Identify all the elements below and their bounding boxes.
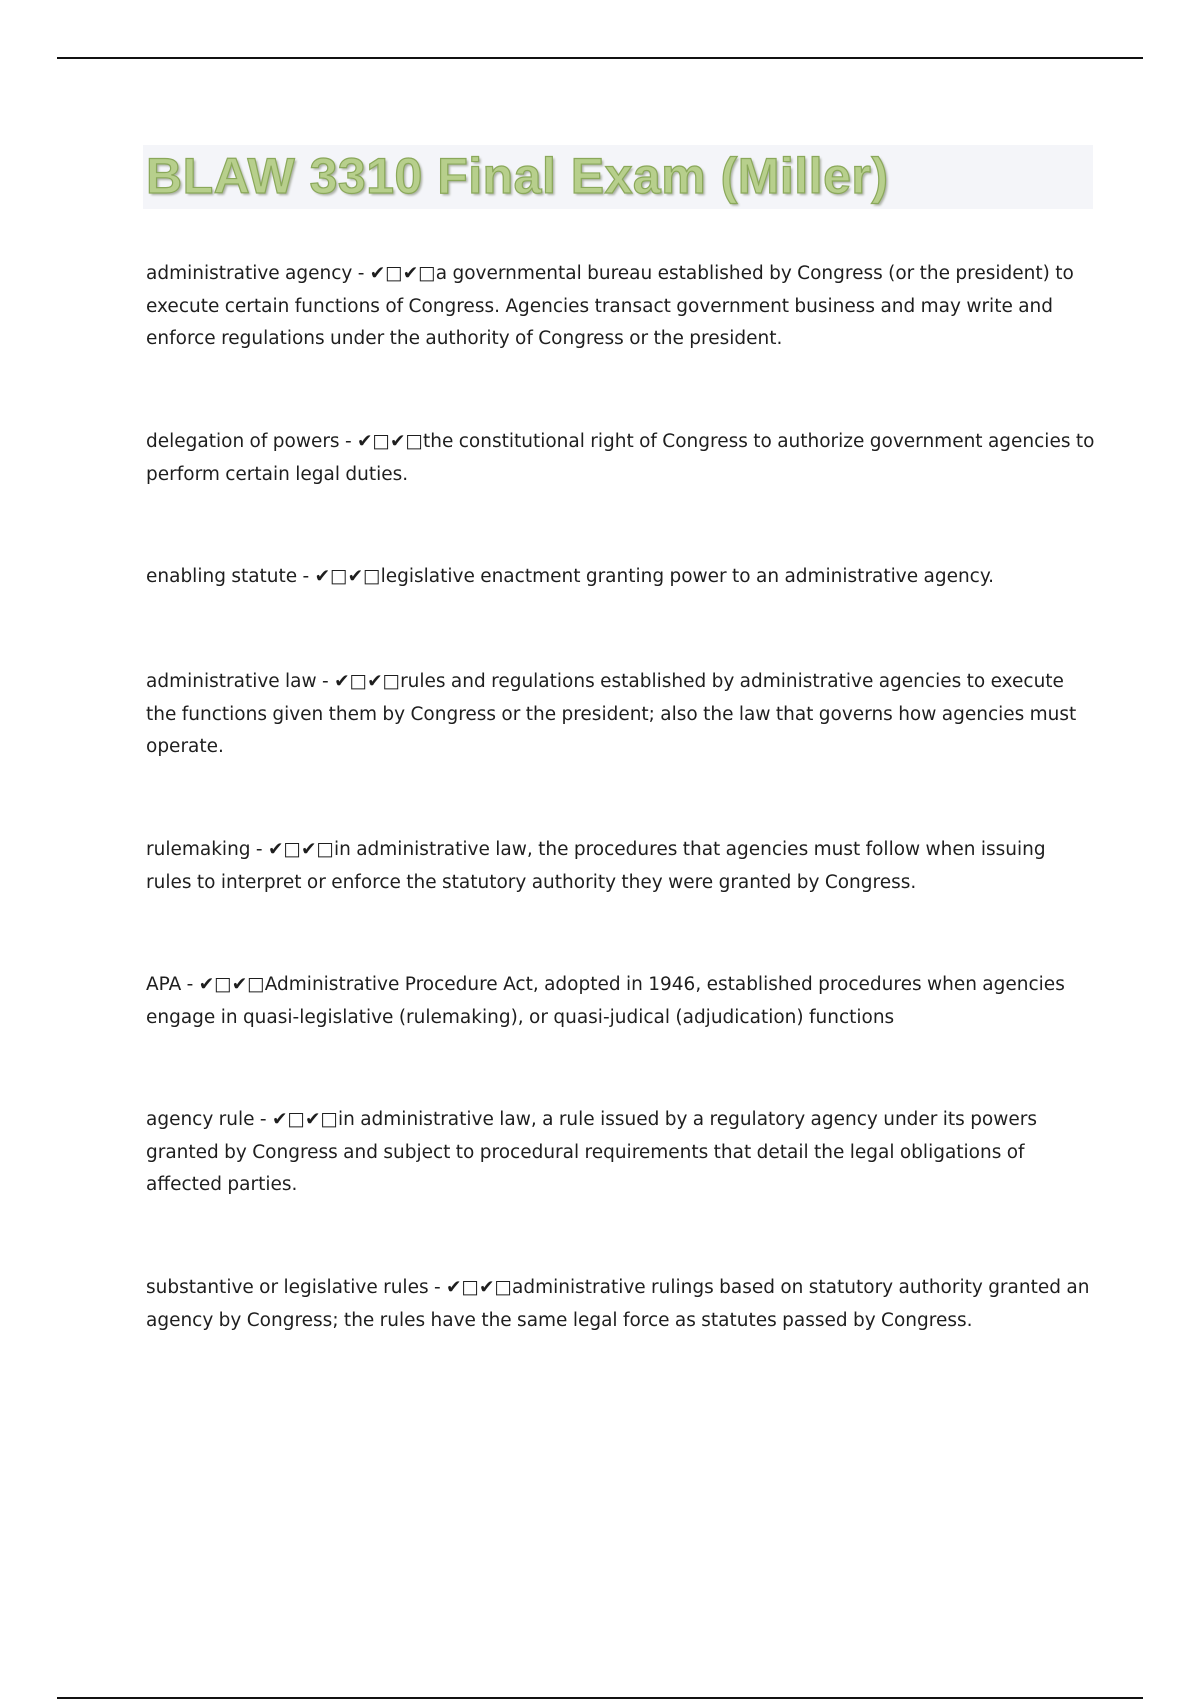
separator: - [352, 263, 370, 284]
definition: in administrative law, the procedures that agencies must follow when issuing rules to interpret or enforce the statutory authority they were granted by Congress. [146, 839, 1046, 893]
term: agency rule [146, 1109, 255, 1130]
separator: - [297, 566, 315, 587]
term: administrative agency [146, 263, 353, 284]
check-mark-icon: ✔□✔□ [334, 671, 401, 692]
check-mark-icon: ✔□✔□ [271, 1109, 338, 1130]
separator: - [181, 974, 199, 995]
list-item [146, 1104, 1096, 1202]
top-rule [57, 57, 1143, 59]
term: delegation of powers [146, 431, 340, 452]
definition: the constitutional right of Congress to authorize government agencies to perform certain legal duties. [146, 431, 1095, 485]
definition: in administrative law, a rule issued by a regulatory agency under its powers granted by Congress and subject to procedural requirements that detail the legal obligations of affected parties. [146, 1109, 1038, 1195]
check-mark-icon: ✔□✔□ [314, 566, 381, 587]
list-item [146, 666, 1096, 764]
check-mark-icon: ✔□✔□ [446, 1277, 512, 1298]
definition: Administrative Procedure Act, adopted in 1946, established procedures when agencies engage in quasi-legislative (rulemaking), or quasi-judical (adjudication) functions [146, 974, 1065, 1028]
separator: - [250, 839, 268, 860]
separator: - [254, 1109, 272, 1130]
check-mark-icon: ✔□✔□ [267, 839, 334, 860]
list-item [146, 426, 1096, 491]
term: enabling statute [146, 566, 298, 587]
definition: rules and regulations established by administrative agencies to execute the functions given them by Congress or the president; also the law that governs how agencies must operate. [146, 671, 1077, 757]
definition: legislative enactment granting power to an administrative agency. [380, 566, 995, 587]
check-mark-icon: ✔□✔□ [369, 263, 436, 284]
check-mark-icon: ✔□✔□ [357, 431, 423, 452]
check-mark-icon: ✔□✔□ [198, 974, 265, 995]
definition: administrative rulings based on statutory authority granted an agency by Congress; the rules have the same legal force as statutes passed by Congress. [146, 1277, 1090, 1331]
list-item [146, 1272, 1096, 1337]
list-item [146, 561, 1096, 594]
term: APA [146, 974, 182, 995]
separator: - [428, 1277, 447, 1298]
list-item [146, 258, 1096, 356]
list-item [146, 969, 1096, 1034]
page-title: BLAW 3310 Final Exam (Miller) [146, 148, 889, 204]
term: administrative law [146, 671, 317, 692]
term: rulemaking [146, 839, 251, 860]
list-item [146, 834, 1096, 899]
bottom-rule [57, 1697, 1143, 1699]
separator: - [339, 431, 358, 452]
term: substantive or legislative rules [146, 1277, 429, 1298]
definition: a governmental bureau established by Congress (or the president) to execute certain functions of Congress. Agencies transact government business and may write and enforce regulations under the authority of Congress or the president. [146, 263, 1074, 349]
separator: - [316, 671, 335, 692]
